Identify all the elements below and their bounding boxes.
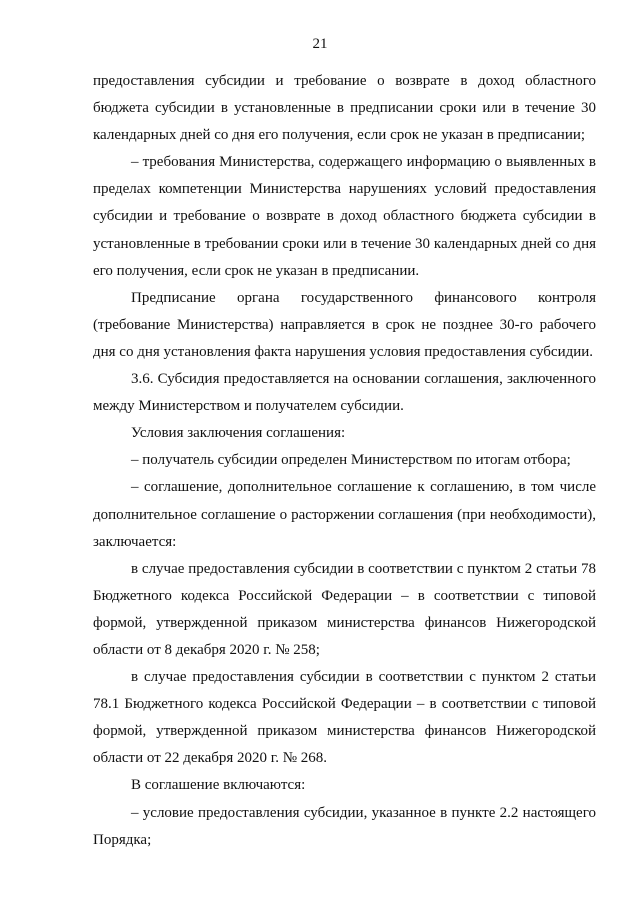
paragraph-agreement-concluded: – соглашение, дополнительное соглашение к соглашению, в том числе дополнительное соглашение о расторжении соглашения (при необходимости), заключается: xyxy=(93,479,596,550)
paragraph-ministry-requirement: – требования Министерства, содержащего информацию о выявленных в пределах компетенции Министерства нарушениях условий предоставления субсидии и требование о возврате в доход областного бюджета субсидии в установленные в требовании сроки или в течение 30 календарных дней со дня его получения, если срок не указан в предписании. xyxy=(93,154,596,279)
paragraph-case-article-78: в случае предоставления субсидии в соответствии с пунктом 2 статьи 78 Бюджетного кодекса Российской Федерации – в соответствии с типовой формой, утвержденной приказом министерства финансов Нижегородской области от 8 декабря 2020 г. № 258; xyxy=(93,560,596,658)
paragraph-section-3-6: 3.6. Субсидия предоставляется на основании соглашения, заключенного между Министерством и получателем субсидии. xyxy=(93,371,596,415)
paragraph-continuation: предоставления субсидии и требование о возврате в доход областного бюджета субсидии в установленные в предписании сроки или в течение 30 календарных дней со дня его получения, если срок не указан в предписании; xyxy=(93,73,596,144)
paragraph-condition-clause-2-2: – условие предоставления субсидии, указанное в пункте 2.2 настоящего Порядка; xyxy=(93,804,596,848)
document-body xyxy=(93,68,596,854)
paragraph-recipient-determined: – получатель субсидии определен Министерством по итогам отбора; xyxy=(131,452,571,469)
paragraph-agreement-includes-heading: В соглашение включаются: xyxy=(131,777,306,794)
paragraph-prescription-deadline: Предписание органа государственного финансового контроля (требование Министерства) направляется в срок не позднее 30-го рабочего дня со дня установления факта нарушения условия предоставления субсидии. xyxy=(93,289,596,360)
paragraph-agreement-conditions-heading: Условия заключения соглашения: xyxy=(131,425,346,442)
paragraph-case-article-78-1: в случае предоставления субсидии в соответствии с пунктом 2 статьи 78.1 Бюджетного кодекса Российской Федерации – в соответствии с типовой формой, утвержденной приказом министерства финансов Нижегородской области от 22 декабря 2020 г. № 268. xyxy=(93,669,596,767)
page-number: 21 xyxy=(312,36,328,52)
